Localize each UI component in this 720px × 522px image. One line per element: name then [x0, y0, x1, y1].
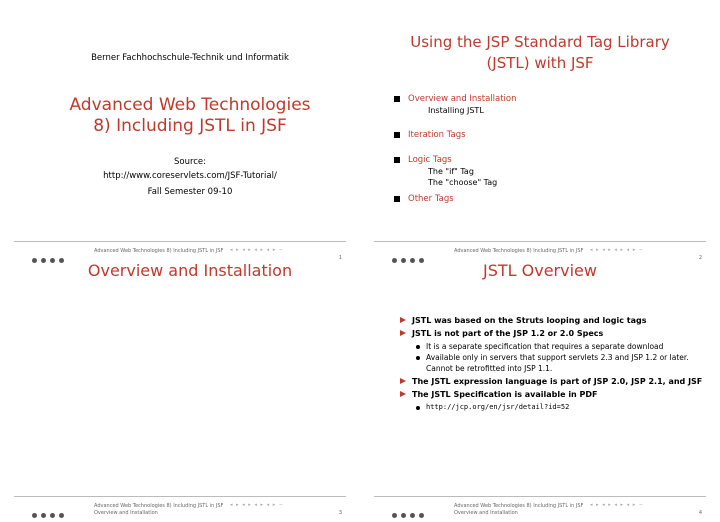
spec-url-link[interactable]: http://jcp.org/en/jsr/detail?id=52 [400, 402, 710, 413]
bullet-item: JSTL is not part of the JSP 1.2 or 2.0 Specs [400, 328, 710, 339]
footer-title: Advanced Web Technologies 8) Including JSTL in JSF [94, 248, 224, 254]
source-url: http://www.coreservlets.com/JSF-Tutorial/ [103, 171, 277, 181]
slide-title [360, 32, 720, 74]
nav-balls-icon [32, 503, 68, 522]
slide-3 [0, 255, 360, 516]
slide-footer [0, 238, 360, 261]
footer-divider [14, 496, 346, 497]
footer-title: Advanced Web Technologies 8) Including JSTL in JSF [454, 503, 584, 509]
slide-footer [360, 238, 720, 261]
toc-section[interactable]: Other Tags [394, 194, 517, 205]
toc-subsection[interactable]: The "choose" Tag [428, 178, 498, 187]
toc-section[interactable]: Overview and Installation [394, 94, 517, 105]
slide-2 [360, 0, 720, 261]
bullet-item: The JSTL expression language is part of JSP 2.0, JSP 2.1, and JSF [400, 376, 710, 387]
bullet-item: The JSTL Specification is available in PDF [400, 389, 710, 400]
title-line-2: 8) Including JSTL in JSF [93, 116, 287, 136]
beamer-nav-icons[interactable]: ◂ ▸ ◂ ▸ ◂ ▸ ◂ ▸ ∽ [230, 247, 284, 253]
nav-balls-icon [392, 503, 428, 522]
footer-divider [374, 241, 706, 242]
page-number: 3 [338, 510, 342, 516]
toc-subsection[interactable]: The "if" Tag [428, 167, 474, 176]
slide-title: Overview and Installation [87, 261, 293, 280]
source-label: Source: [173, 157, 207, 167]
slide-title: JSTL Overview [483, 261, 597, 280]
source [0, 155, 380, 183]
beamer-nav-icons[interactable]: ◂ ▸ ◂ ▸ ◂ ▸ ◂ ▸ ∽ [590, 247, 644, 253]
toc-section[interactable]: Iteration Tags [394, 130, 517, 141]
slide-4 [360, 255, 720, 516]
sub-bullet-item: Available only in servers that support servlets 2.3 and JSP 1.2 or later. Cannot be retrofitted into JSP 1.1. [400, 352, 710, 374]
page-number: 2 [698, 255, 702, 261]
title-line-1: Advanced Web Technologies [69, 95, 311, 115]
footer-title: Advanced Web Technologies 8) Including JSTL in JSF [94, 503, 224, 509]
bullet-list [400, 315, 710, 413]
toc-section[interactable]: Logic Tags [394, 155, 517, 166]
bullet-item: JSTL was based on the Struts looping and logic tags [400, 315, 710, 326]
page-number: 1 [338, 255, 342, 261]
slide-footer [360, 493, 720, 516]
footer-divider [14, 241, 346, 242]
footer-section: Overview and Installation [454, 510, 518, 516]
beamer-nav-icons[interactable]: ◂ ▸ ◂ ▸ ◂ ▸ ◂ ▸ ∽ [230, 502, 284, 508]
slide-footer [0, 493, 360, 516]
footer-title: Advanced Web Technologies 8) Including JSTL in JSF [454, 248, 584, 254]
slide-1 [0, 0, 360, 261]
footer-section: Overview and Installation [94, 510, 158, 516]
beamer-nav-icons[interactable]: ◂ ▸ ◂ ▸ ◂ ▸ ◂ ▸ ∽ [590, 502, 644, 508]
slide-title [0, 95, 380, 137]
title-line-2: (JSTL) with JSF [486, 54, 594, 72]
page-number: 4 [698, 510, 702, 516]
semester: Fall Semester 09-10 [147, 187, 233, 197]
sub-bullet-item: It is a separate specification that requires a separate download [400, 341, 710, 352]
table-of-contents [394, 94, 517, 205]
title-line-1: Using the JSP Standard Tag Library [410, 33, 670, 51]
institution: Berner Fachhochschule-Technik und Informatik [91, 53, 289, 63]
footer-divider [374, 496, 706, 497]
toc-subsection[interactable]: Installing JSTL [428, 106, 484, 115]
